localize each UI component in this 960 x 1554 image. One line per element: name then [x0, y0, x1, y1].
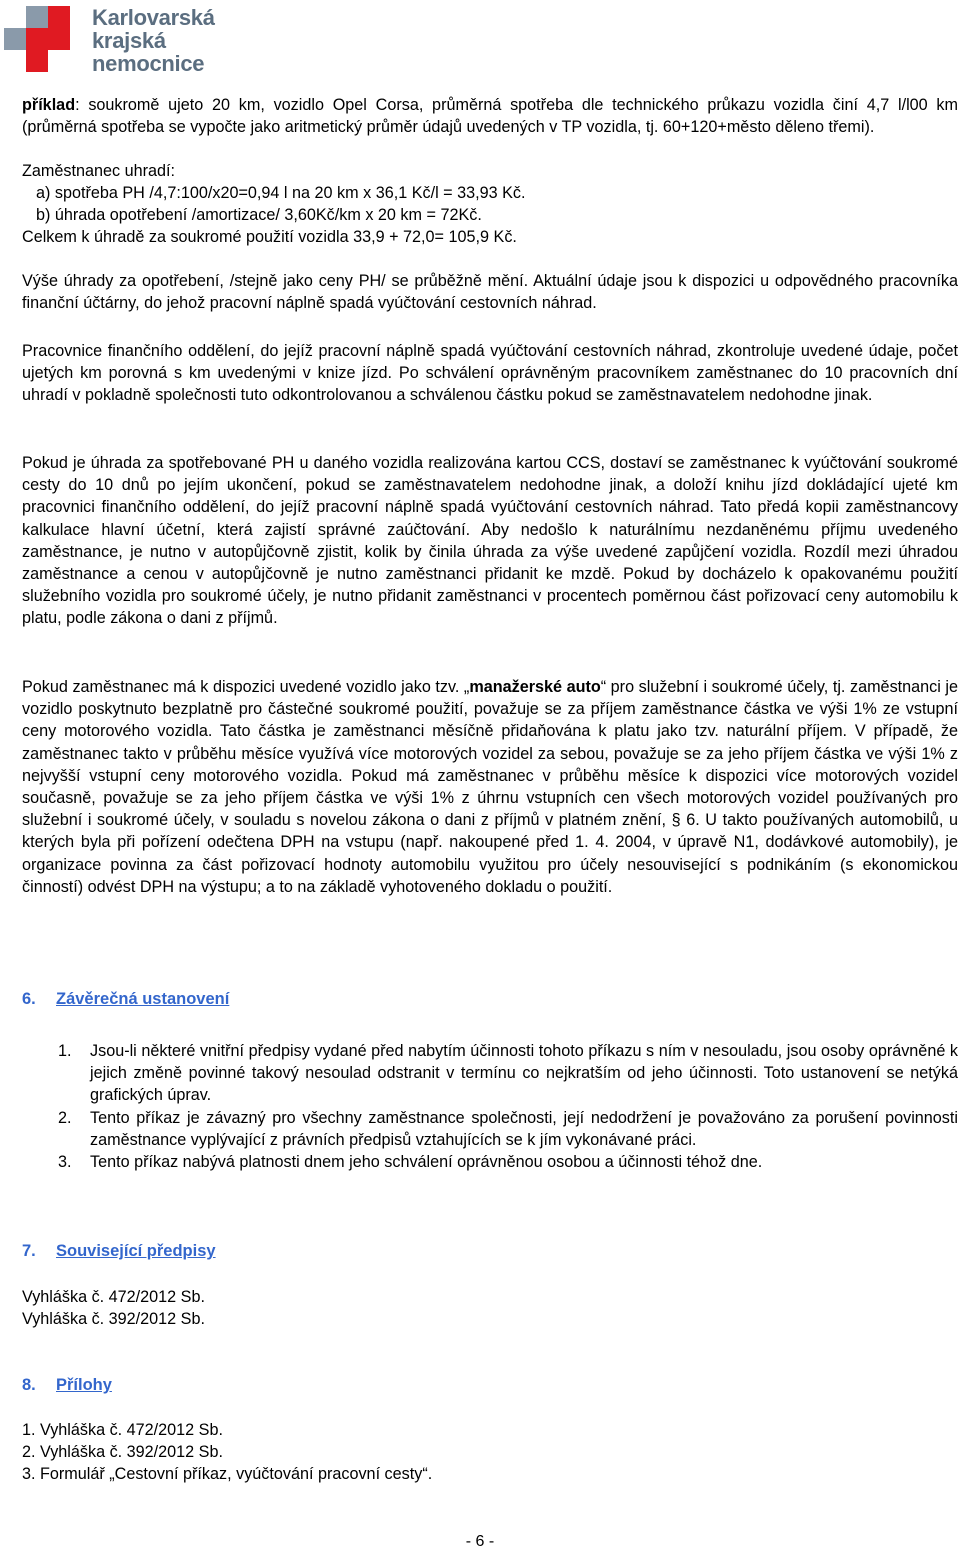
- list-item-number: 1.: [58, 1042, 72, 1060]
- attachment-item: 3. Formulář „Cestovní příkaz, vyúčtování pracovní cesty“.: [22, 1465, 433, 1483]
- manager-car-text-1: Pokud zaměstnanec má k dispozici uvedené vozidlo jako tzv. „: [22, 678, 470, 696]
- list-item-text: Tento příkaz je závazný pro všechny zaměstnance společnosti, její nedodržení je považováno za porušení povinnosti zaměstnance vyplývající z právních předpisů vztahujících se k jím vykonávané práci.: [90, 1108, 958, 1149]
- example-text: : soukromě ujeto 20 km, vozidlo Opel Corsa, průměrná spotřeba dle technického průkazu vozidla činí 4,7 l/l00 km (průměrná spotřeba se vypočte jako aritmetický průměr údajů uvedených v TP vozidla, tj. 60+120+město děleno třemi).: [22, 96, 958, 137]
- logo-line-2: krajská: [92, 28, 166, 53]
- calc-total: Celkem k úhradě za soukromé použití vozidla 33,9 + 72,0= 105,9 Kč.: [22, 228, 517, 246]
- section-6-heading: [22, 988, 229, 1010]
- regulation-item: Vyhláška č. 392/2012 Sb.: [22, 1310, 205, 1328]
- example-label: příklad: [22, 96, 76, 114]
- logo-line-3: nemocnice: [92, 51, 205, 76]
- calc-item-a: a) spotřeba PH /4,7:100/x20=0,94 l na 20 km x 36,1 Kč/l = 33,93 Kč.: [36, 184, 526, 202]
- section-6-title: Závěrečná ustanovení: [56, 990, 230, 1008]
- list-item-text: Jsou-li některé vnitřní předpisy vydané před nabytím účinnosti tohoto příkazu s ním v nesouladu, jsou osoby oprávněné k jejich změně povinné takový nesoulad odstranit v termínu co nejkratším od jeho účinnosti. Toto ustanovení se netýká grafických úprav.: [90, 1042, 958, 1105]
- list-item: [58, 1107, 958, 1151]
- section-8-title: Přílohy: [56, 1376, 112, 1394]
- list-item-number: 3.: [58, 1153, 72, 1172]
- list-item: [58, 1151, 958, 1173]
- logo-line-1: Karlovarská: [92, 5, 215, 30]
- section-7-title: Související předpisy: [56, 1242, 216, 1260]
- paragraph-rates: Výše úhrady za opotřebení, /stejně jako ceny PH/ se průběžně mění. Aktuální údaje jsou k dispozici u odpovědného pracovníka finanční účtárny, do jehož pracovní náplně spadá vyúčtování cestovních náhrad.: [22, 272, 958, 313]
- list-item-text: Tento příkaz nabývá platnosti dnem jeho schválení oprávněnou osobou a účinnosti téhož dne.: [90, 1153, 763, 1172]
- list-item: [58, 1040, 958, 1107]
- regulation-item: Vyhláška č. 472/2012 Sb.: [22, 1288, 205, 1306]
- paragraph-manager-car: [22, 676, 958, 898]
- section-7-number: 7.: [22, 1242, 36, 1260]
- section-8-number: 8.: [22, 1376, 36, 1394]
- attachment-item: 1. Vyhláška č. 472/2012 Sb.: [22, 1421, 223, 1439]
- section-8-heading: [22, 1374, 112, 1396]
- employee-pays-label: Zaměstnanec uhradí:: [22, 162, 175, 180]
- logo-wordmark: [92, 6, 215, 75]
- section-6-list: [58, 1040, 958, 1173]
- paragraph-finance-check: Pracovnice finančního oddělení, do jejíž pracovní náplně spadá vyúčtování cestovních náhrad, zkontroluje uvedené údaje, počet ujetých km porovná s km uvedenými v knize jízd. Po schválení oprávněným pracovníkem zaměstnanec do 10 pracovních dní uhradí v pokladně společnosti tuto odkontrolovanou a schválenou částku pokud se zaměstnavatelem nedohodne jinak.: [22, 342, 958, 405]
- calc-item-b: b) úhrada opotřebení /amortizace/ 3,60Kč/km x 20 km = 72Kč.: [36, 206, 482, 224]
- list-item-number: 2.: [58, 1108, 72, 1127]
- section-6-number: 6.: [22, 990, 36, 1008]
- page-number: - 6 -: [465, 1533, 495, 1550]
- cross-logo-icon: [4, 6, 88, 78]
- section-7-heading: [22, 1240, 216, 1262]
- paragraph-ccs-card: Pokud je úhrada za spotřebované PH u daného vozidla realizována kartou CCS, dostaví se zaměstnanec k vyúčtování soukromé cesty do 10 dnů po jejím ukončení, pokud se zaměstnavatelem nedohodne jinak, a doloží knihu jízd dokládající ujeté km pracovnici finančního oddělení, do jejíž pracovní náplně spadá vyúčtování cestovních náhrad. Tato předá kopii zaměstnancovy kalkulace hlavní účetní, která zajistí správné zaúčtování. Aby nedošlo k naturálnímu nezdaněnému příjmu uvedeného zaměstnance, je nutno v autopůjčovně zjistit, kolik by činila úhrada za výše uvedené zapůjčení vozidla. Rozdíl mezi úhradou zaměstnance a cenou v autopůjčovně je nutno zaměstnanci přidanit ke mzdě. Pokud by docházelo k opakovanému použití služebního vozidla pro soukromé účely, je nutno přidanit zaměstnanci v procentech poměrnou část pořizovací ceny automobilu k platu, podle zákona o dani z příjmů.: [22, 454, 958, 628]
- attachment-item: 2. Vyhláška č. 392/2012 Sb.: [22, 1443, 223, 1461]
- manager-car-text-2: “ pro služební i soukromé účely, tj. zaměstnanci je vozidlo poskytnuto bezplatně pro částečné soukromé použití, považuje se za příjem zaměstnance částka ve výši 1% ze vstupní ceny motorového vozidla. Tato částka je zaměstnanci měsíčně přidaňována k platu jako tzv. naturální příjem. V případě, že zaměstnanec takto v průběhu měsíce využívá více motorových vozidel za sebou, považuje se za jeho příjem částka ve výši 1% z nejvyšší vstupní ceny motorového vozidla. Pokud má zaměstnanec v průběhu měsíce k dispozici více motorových vozidel současně, považuje se za jeho příjem částka ve výši 1% z úhrnu vstupních cen všech motorových vozidel používaných pro služební i soukromé účely, v souladu s novelou zákona o dani z příjmů v platném znění, § 6. U takto používaných automobilů, u kterých byla při pořízení odečtena DPH na vstupu (např. nakoupené před 1. 4. 2004, v úpravě N1, dodávkové automobily), je organizace povinna za část pořizovací hodnoty automobilu využitou pro účely nesouvisející s podnikáním (s ekonomickou činností) odvést DPH na výstupu; a to na základě vyhotoveného dokladu o použití.: [22, 678, 958, 896]
- hospital-logo: [4, 6, 244, 78]
- example-paragraph: [22, 94, 958, 138]
- manager-car-term: manažerské auto: [469, 678, 601, 696]
